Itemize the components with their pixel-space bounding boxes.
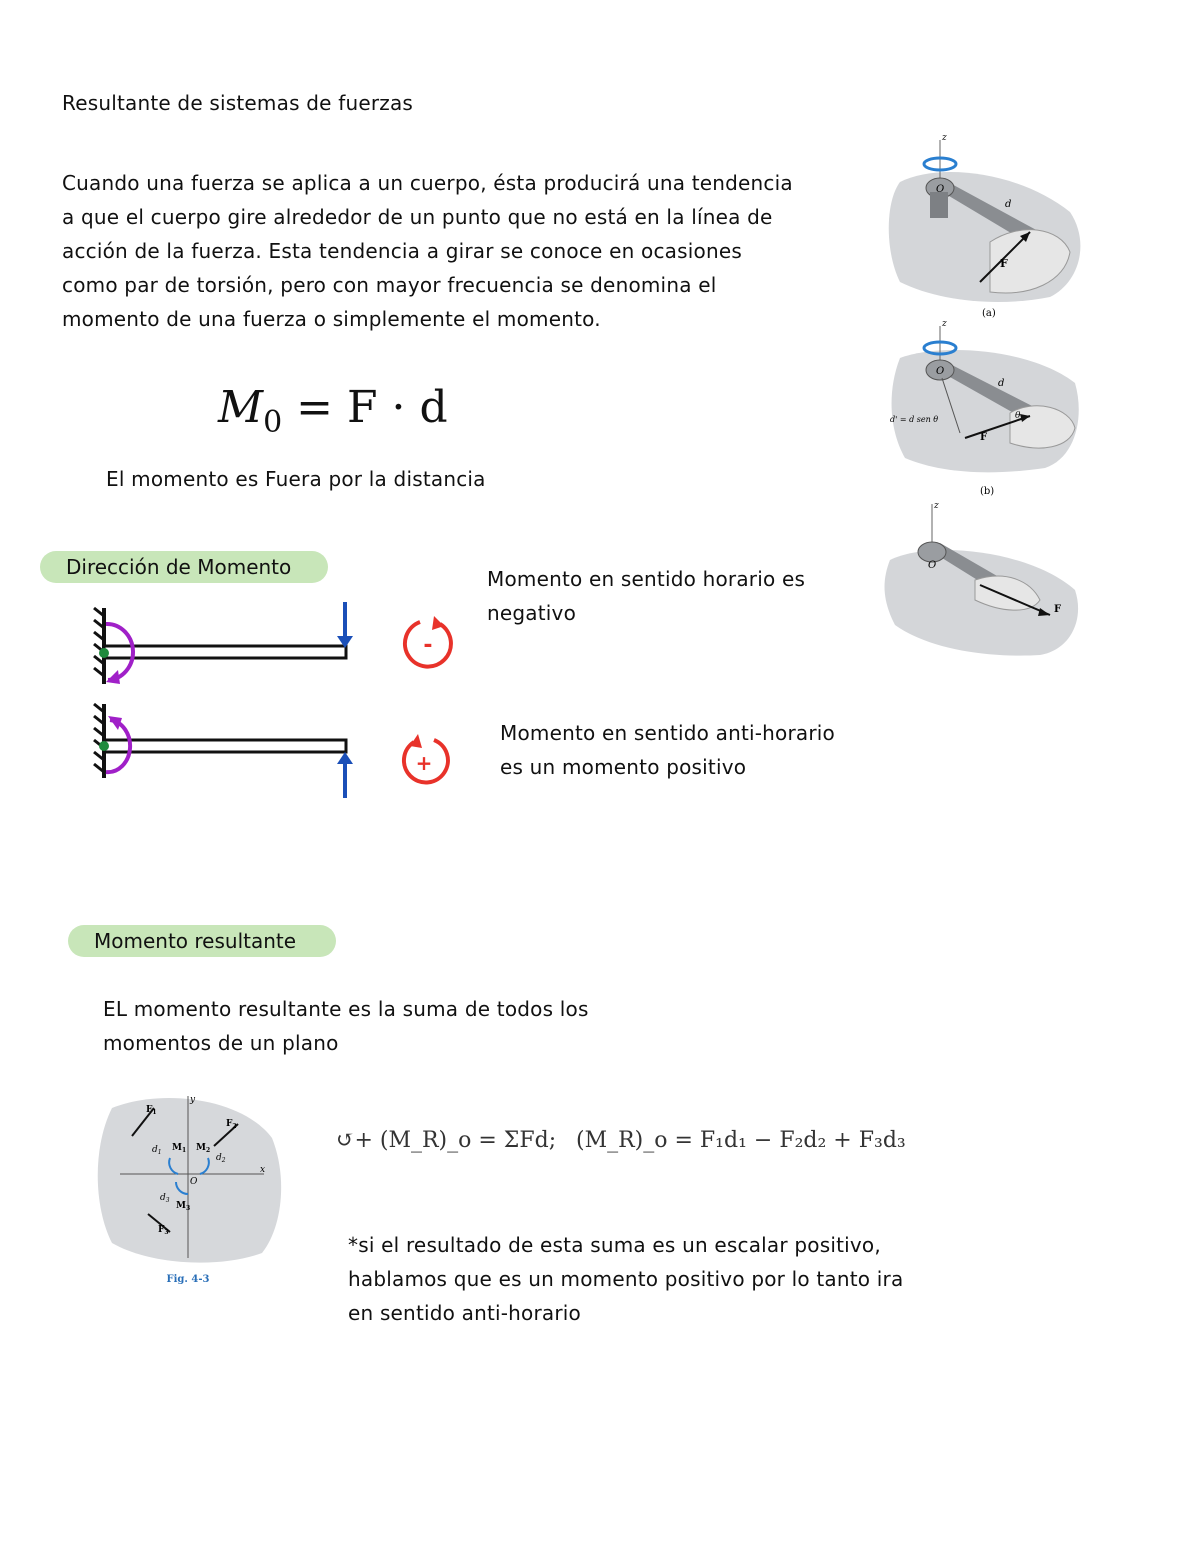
equation-1-text: + (M_R)_o = ΣFd; bbox=[354, 1128, 557, 1153]
note-line: *si el resultado de esta suma es un escalar positivo, bbox=[348, 1233, 881, 1257]
label-M2: $M_2$ bbox=[196, 1143, 211, 1154]
force-label: F bbox=[1054, 604, 1062, 615]
minus-sign: - bbox=[423, 633, 433, 658]
clockwise-text-line: negativo bbox=[487, 601, 577, 625]
origin-label: O bbox=[936, 184, 945, 195]
pin-point bbox=[99, 741, 109, 751]
note-line: en sentido anti-horario bbox=[348, 1301, 581, 1325]
force-label: F bbox=[980, 432, 988, 443]
clockwise-text-line: Momento en sentido horario es bbox=[487, 567, 806, 591]
moment-arrowhead-icon bbox=[106, 670, 120, 684]
label-F3: $F_3$ bbox=[158, 1225, 169, 1236]
label-M3: $M_3$ bbox=[176, 1201, 191, 1212]
bolt bbox=[930, 192, 948, 218]
section-header-direccion: Dirección de Momento bbox=[40, 551, 328, 583]
origin-label: O bbox=[928, 560, 937, 571]
arrow-up-icon bbox=[337, 752, 353, 764]
force-label: F bbox=[1000, 257, 1008, 270]
ccw-moment-icon: ↺ bbox=[336, 1128, 355, 1153]
formula-rhs: = F · d bbox=[296, 382, 448, 433]
intro-line: momento de una fuerza o simplemente el momento. bbox=[62, 307, 601, 331]
beam bbox=[104, 646, 346, 658]
intro-line: como par de torsión, pero con mayor frecuencia se denomina el bbox=[62, 273, 717, 297]
beam bbox=[104, 740, 346, 752]
label-F2: $F_2$ bbox=[226, 1119, 237, 1130]
counterclockwise-text-line: es un momento positivo bbox=[500, 755, 747, 779]
label-d2: $d_2$ bbox=[216, 1153, 226, 1164]
resultant-moment-figure bbox=[92, 1088, 288, 1288]
label-d3: $d_3$ bbox=[160, 1193, 170, 1204]
wrench-head bbox=[918, 542, 946, 562]
section-header-resultante: Momento resultante bbox=[68, 925, 336, 957]
wrench-figure-a bbox=[880, 132, 1090, 322]
figure-caption: Fig. 4-3 bbox=[166, 1274, 210, 1285]
axis-label: z bbox=[934, 501, 939, 511]
label-d1: $d_1$ bbox=[152, 1145, 162, 1156]
distance-label: d bbox=[1005, 199, 1012, 210]
intro-line: Cuando una fuerza se aplica a un cuerpo, ésta producirá una tendencia bbox=[62, 171, 793, 195]
axis-label: z bbox=[942, 319, 947, 329]
formula-subscript: 0 bbox=[263, 405, 283, 440]
label-y: y bbox=[190, 1095, 196, 1105]
axis-label: z bbox=[942, 133, 947, 143]
resultante-desc-line: momentos de un plano bbox=[103, 1031, 339, 1055]
document-title: Resultante de sistemas de fuerzas bbox=[62, 91, 414, 115]
label-x: x bbox=[260, 1165, 266, 1175]
figure-label: (b) bbox=[980, 486, 995, 497]
angle-label: θ bbox=[1015, 411, 1021, 421]
label-M1: $M_1$ bbox=[172, 1143, 187, 1154]
resultante-desc-line: EL momento resultante es la suma de todos los bbox=[103, 997, 589, 1021]
counterclockwise-text-line: Momento en sentido anti-horario bbox=[500, 721, 835, 745]
formula-lhs: M bbox=[218, 382, 264, 433]
counterclockwise-sign-icon bbox=[396, 732, 452, 790]
intro-line: acción de la fuerza. Esta tendencia a girar se conoce en ocasiones bbox=[62, 239, 742, 263]
pin-point bbox=[99, 648, 109, 658]
counterclockwise-arrowhead-icon bbox=[410, 734, 422, 748]
clockwise-sign-icon bbox=[400, 612, 456, 672]
formula-caption: El momento es Fuera por la distancia bbox=[106, 467, 486, 491]
resultant-equation-1 bbox=[336, 1124, 556, 1158]
distance-label: d bbox=[998, 378, 1005, 389]
intro-line: a que el cuerpo gire alrededor de un punto que no está en la línea de bbox=[62, 205, 773, 229]
wrench-figure-c bbox=[880, 500, 1090, 660]
wrench-figure-b bbox=[880, 318, 1090, 500]
origin-label: O bbox=[936, 366, 945, 377]
label-F1: $F_1$ bbox=[146, 1105, 157, 1116]
moment-formula bbox=[218, 378, 448, 453]
resultant-equation-2: (M_R)_o = F₁d₁ − F₂d₂ + F₃d₃ bbox=[576, 1128, 906, 1153]
figure-label: (a) bbox=[982, 308, 996, 319]
label-O: O bbox=[190, 1177, 198, 1187]
dprime-label: d' = d sen θ bbox=[890, 415, 939, 424]
note-line: hablamos que es un momento positivo por lo tanto ira bbox=[348, 1267, 904, 1291]
moment-arrowhead-icon bbox=[108, 716, 122, 730]
plus-sign: + bbox=[415, 751, 433, 775]
